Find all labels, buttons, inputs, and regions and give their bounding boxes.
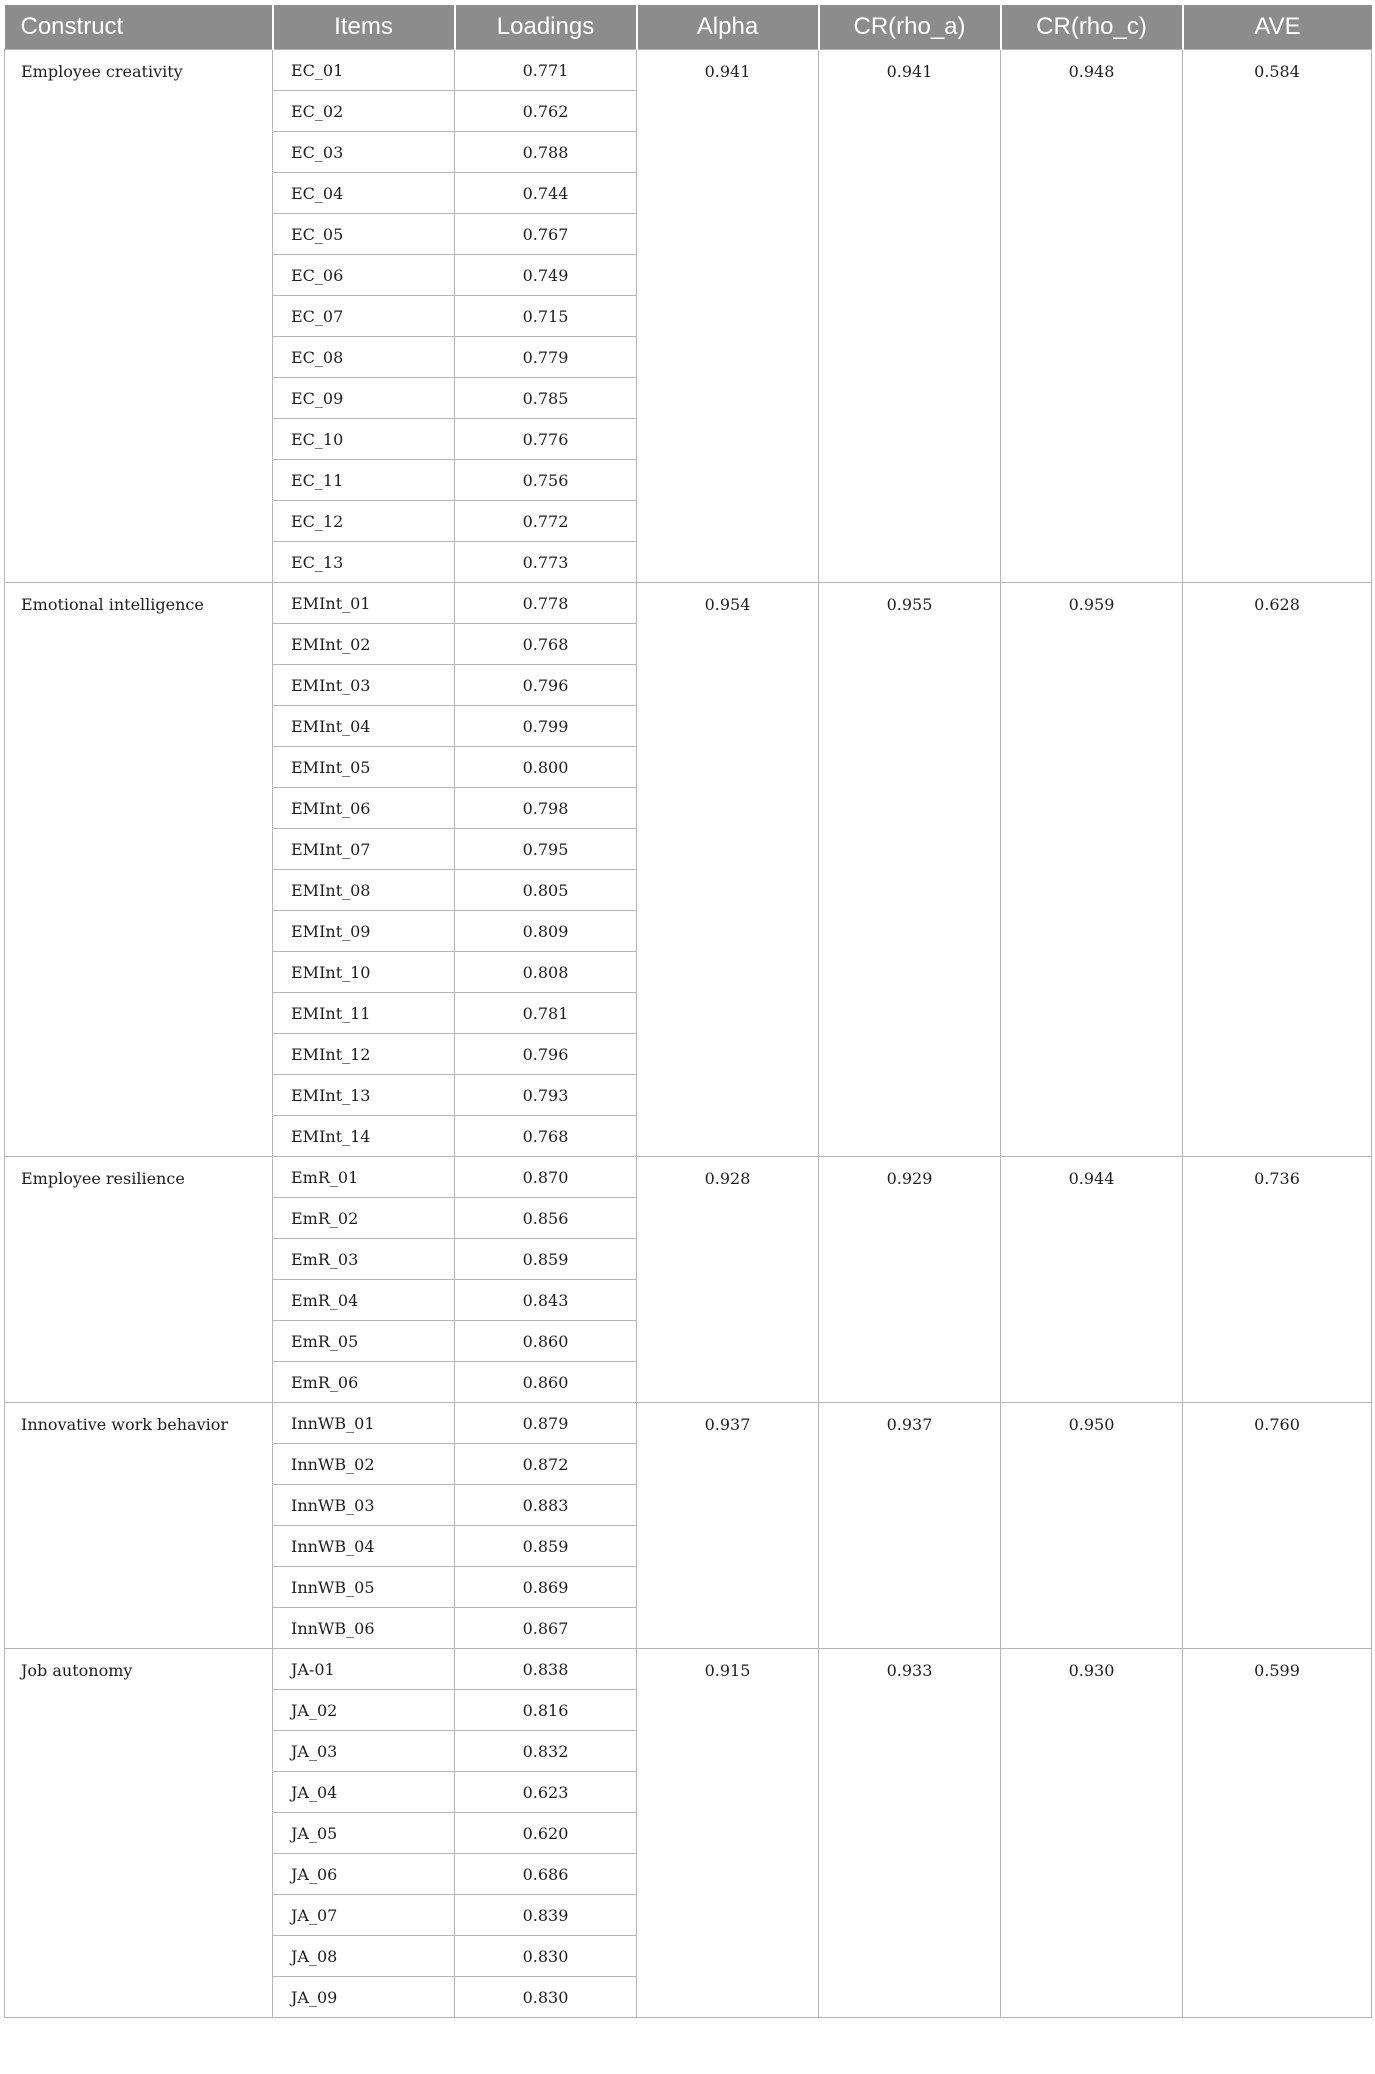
- loading-cell: 0.799: [455, 706, 637, 747]
- item-cell: EMInt_12: [273, 1034, 455, 1075]
- item-cell: InnWB_01: [273, 1403, 455, 1444]
- cr-rho-c-cell: 0.930: [1001, 1649, 1183, 2018]
- ave-cell: 0.584: [1183, 50, 1372, 583]
- table-row: [5, 1403, 1372, 1444]
- loading-cell: 0.768: [455, 624, 637, 665]
- loading-cell: 0.832: [455, 1731, 637, 1772]
- loading-cell: 0.776: [455, 419, 637, 460]
- item-cell: EMInt_10: [273, 952, 455, 993]
- loading-cell: 0.867: [455, 1608, 637, 1649]
- loading-cell: 0.620: [455, 1813, 637, 1854]
- item-cell: EMInt_03: [273, 665, 455, 706]
- loading-cell: 0.767: [455, 214, 637, 255]
- alpha-cell: 0.954: [637, 583, 819, 1157]
- loading-cell: 0.623: [455, 1772, 637, 1813]
- cr-rho-a-cell: 0.937: [819, 1403, 1001, 1649]
- loading-cell: 0.883: [455, 1485, 637, 1526]
- table-body: [5, 50, 1372, 2018]
- item-cell: EMInt_09: [273, 911, 455, 952]
- cr-rho-c-cell: 0.944: [1001, 1157, 1183, 1403]
- loading-cell: 0.756: [455, 460, 637, 501]
- loading-cell: 0.773: [455, 542, 637, 583]
- header-cr-rho-a: CR(rho_a): [819, 5, 1001, 50]
- item-cell: JA_03: [273, 1731, 455, 1772]
- loading-cell: 0.838: [455, 1649, 637, 1690]
- item-cell: EC_02: [273, 91, 455, 132]
- item-cell: EMInt_11: [273, 993, 455, 1034]
- loading-cell: 0.843: [455, 1280, 637, 1321]
- item-cell: EMInt_01: [273, 583, 455, 624]
- loading-cell: 0.785: [455, 378, 637, 419]
- loading-cell: 0.860: [455, 1362, 637, 1403]
- item-cell: EC_12: [273, 501, 455, 542]
- loading-cell: 0.872: [455, 1444, 637, 1485]
- item-cell: InnWB_04: [273, 1526, 455, 1567]
- cr-rho-a-cell: 0.955: [819, 583, 1001, 1157]
- loading-cell: 0.796: [455, 665, 637, 706]
- item-cell: EC_05: [273, 214, 455, 255]
- loading-cell: 0.762: [455, 91, 637, 132]
- loading-cell: 0.800: [455, 747, 637, 788]
- loading-cell: 0.749: [455, 255, 637, 296]
- cr-rho-c-cell: 0.948: [1001, 50, 1183, 583]
- loading-cell: 0.795: [455, 829, 637, 870]
- header-items: Items: [273, 5, 455, 50]
- item-cell: EmR_05: [273, 1321, 455, 1362]
- loading-cell: 0.856: [455, 1198, 637, 1239]
- item-cell: EC_03: [273, 132, 455, 173]
- cr-rho-a-cell: 0.933: [819, 1649, 1001, 2018]
- item-cell: EC_04: [273, 173, 455, 214]
- table-row: [5, 1157, 1372, 1198]
- alpha-cell: 0.928: [637, 1157, 819, 1403]
- header-alpha: Alpha: [637, 5, 819, 50]
- table-row: [5, 50, 1372, 91]
- loading-cell: 0.796: [455, 1034, 637, 1075]
- loading-cell: 0.859: [455, 1526, 637, 1567]
- loading-cell: 0.771: [455, 50, 637, 91]
- alpha-cell: 0.915: [637, 1649, 819, 2018]
- item-cell: EC_09: [273, 378, 455, 419]
- item-cell: EC_01: [273, 50, 455, 91]
- loading-cell: 0.879: [455, 1403, 637, 1444]
- cr-rho-a-cell: 0.929: [819, 1157, 1001, 1403]
- item-cell: InnWB_06: [273, 1608, 455, 1649]
- loading-cell: 0.798: [455, 788, 637, 829]
- item-cell: EC_10: [273, 419, 455, 460]
- loading-cell: 0.772: [455, 501, 637, 542]
- item-cell: EmR_02: [273, 1198, 455, 1239]
- table-row: [5, 583, 1372, 624]
- table-row: [5, 1649, 1372, 1690]
- item-cell: JA_04: [273, 1772, 455, 1813]
- item-cell: EC_08: [273, 337, 455, 378]
- item-cell: JA_07: [273, 1895, 455, 1936]
- cr-rho-c-cell: 0.950: [1001, 1403, 1183, 1649]
- item-cell: EMInt_06: [273, 788, 455, 829]
- loading-cell: 0.830: [455, 1977, 637, 2018]
- loading-cell: 0.788: [455, 132, 637, 173]
- item-cell: EMInt_08: [273, 870, 455, 911]
- construct-cell: Innovative work behavior: [5, 1403, 273, 1649]
- loading-cell: 0.779: [455, 337, 637, 378]
- loading-cell: 0.686: [455, 1854, 637, 1895]
- item-cell: JA-01: [273, 1649, 455, 1690]
- item-cell: InnWB_05: [273, 1567, 455, 1608]
- loading-cell: 0.744: [455, 173, 637, 214]
- item-cell: InnWB_03: [273, 1485, 455, 1526]
- loading-cell: 0.715: [455, 296, 637, 337]
- ave-cell: 0.736: [1183, 1157, 1372, 1403]
- loading-cell: 0.870: [455, 1157, 637, 1198]
- loading-cell: 0.781: [455, 993, 637, 1034]
- measurement-model-table: [4, 5, 1372, 2018]
- cr-rho-c-cell: 0.959: [1001, 583, 1183, 1157]
- loading-cell: 0.809: [455, 911, 637, 952]
- loading-cell: 0.860: [455, 1321, 637, 1362]
- item-cell: EMInt_05: [273, 747, 455, 788]
- item-cell: EmR_06: [273, 1362, 455, 1403]
- loading-cell: 0.805: [455, 870, 637, 911]
- alpha-cell: 0.937: [637, 1403, 819, 1649]
- construct-cell: Job autonomy: [5, 1649, 273, 2018]
- ave-cell: 0.760: [1183, 1403, 1372, 1649]
- header-construct: Construct: [5, 5, 273, 50]
- item-cell: EmR_03: [273, 1239, 455, 1280]
- item-cell: EMInt_13: [273, 1075, 455, 1116]
- item-cell: EMInt_07: [273, 829, 455, 870]
- loading-cell: 0.839: [455, 1895, 637, 1936]
- loading-cell: 0.793: [455, 1075, 637, 1116]
- item-cell: EMInt_14: [273, 1116, 455, 1157]
- item-cell: EmR_04: [273, 1280, 455, 1321]
- construct-cell: Employee resilience: [5, 1157, 273, 1403]
- header-loadings: Loadings: [455, 5, 637, 50]
- item-cell: EC_06: [273, 255, 455, 296]
- item-cell: JA_09: [273, 1977, 455, 2018]
- item-cell: InnWB_02: [273, 1444, 455, 1485]
- item-cell: JA_02: [273, 1690, 455, 1731]
- item-cell: EMInt_02: [273, 624, 455, 665]
- loading-cell: 0.830: [455, 1936, 637, 1977]
- loading-cell: 0.768: [455, 1116, 637, 1157]
- item-cell: EC_13: [273, 542, 455, 583]
- header-ave: AVE: [1183, 5, 1372, 50]
- loading-cell: 0.869: [455, 1567, 637, 1608]
- loading-cell: 0.859: [455, 1239, 637, 1280]
- item-cell: JA_05: [273, 1813, 455, 1854]
- header-cr-rho-c: CR(rho_c): [1001, 5, 1183, 50]
- loading-cell: 0.778: [455, 583, 637, 624]
- alpha-cell: 0.941: [637, 50, 819, 583]
- loading-cell: 0.816: [455, 1690, 637, 1731]
- ave-cell: 0.599: [1183, 1649, 1372, 2018]
- item-cell: EC_07: [273, 296, 455, 337]
- construct-cell: Emotional intelligence: [5, 583, 273, 1157]
- construct-cell: Employee creativity: [5, 50, 273, 583]
- loading-cell: 0.808: [455, 952, 637, 993]
- item-cell: EMInt_04: [273, 706, 455, 747]
- item-cell: JA_06: [273, 1854, 455, 1895]
- item-cell: EmR_01: [273, 1157, 455, 1198]
- item-cell: EC_11: [273, 460, 455, 501]
- item-cell: JA_08: [273, 1936, 455, 1977]
- header-row: [5, 5, 1372, 50]
- cr-rho-a-cell: 0.941: [819, 50, 1001, 583]
- ave-cell: 0.628: [1183, 583, 1372, 1157]
